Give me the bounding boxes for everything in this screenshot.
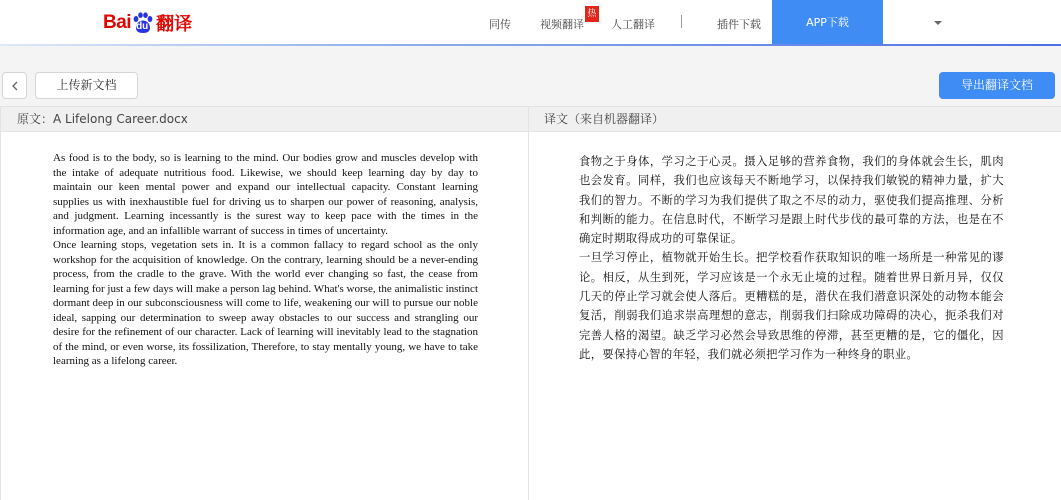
- translation-panel[interactable]: [528, 132, 1061, 500]
- translated-text: [579, 152, 1004, 364]
- upload-new-document-button[interactable]: 上传新文档: [35, 72, 138, 99]
- nav-divider: [681, 15, 682, 28]
- baidu-fanyi-logo[interactable]: [103, 7, 192, 39]
- document-toolbar: [0, 46, 1061, 106]
- source-paragraph: Once learning stops, vegetation sets in. It is a common fallacy to regard school as the only workshop for the acquisition of knowledge. On the contrary, learning should be a never-ending process, from the cradle to the grave. With the world ever changing so fast, the cease from learning for just a few days will make a person lag behind. What's worse, the animalistic instinct dormant deep in our subconsciousness will come to life, weakening our will to pursue our noble ideal, sapping our determination to sweep away obstacles to our success and strangling our desire for the refinement of our character. Lack of learning will inevitably lead to the stagnation of the mind, or even worse, its fossilization, Therefore, to stay mentally young, we have to take learning as a lifelong career.: [53, 239, 478, 367]
- target-panel-header: 译文（来自机器翻译）: [528, 106, 1061, 132]
- nav-simultaneous[interactable]: 同传: [489, 18, 511, 31]
- source-text: [53, 151, 478, 369]
- hot-badge: 热: [585, 6, 599, 22]
- top-header: [0, 0, 1061, 45]
- source-panel-header: 原文：A Lifelong Career.docx: [0, 106, 528, 132]
- user-dropdown-caret-icon[interactable]: [934, 21, 942, 25]
- translated-paragraph: 食物之于身体，学习之于心灵。摄入足够的营养食物，我们的身体就会生长，肌肉也会发育。同样，我们也应该每天不断地学习，以保持我们敏锐的精神力量，扩大我们的智力。不断的学习为我们提供了取之不尽的动力，驱使我们提高推理、分析和判断的能力。在信息时代，不断学习是跟上时代步伐的最可靠的方法，也是在不确定时期取得成功的可靠保证。: [579, 155, 1004, 246]
- back-button[interactable]: [2, 72, 27, 99]
- nav-human-translation[interactable]: 人工翻译: [611, 18, 655, 31]
- app-download-button[interactable]: APP下载: [772, 0, 883, 45]
- logo-text-bai: Bai: [103, 12, 132, 33]
- translated-paragraph: 一旦学习停止，植物就开始生长。把学校看作获取知识的唯一场所是一种常见的谬论。相反，从生到死，学习应该是一个永无止境的过程。随着世界日新月异，仅仅几天的停止学习就会使人落后。更糟糕的是，潜伏在我们潜意识深处的动物本能会复活，削弱我们追求崇高理想的意志，削弱我们扫除成功障碍的决心，扼杀我们对完善人格的渴望。缺乏学习必然会导致思维的停滞，甚至更糟的是，它的僵化，因此，要保持心智的年轻，我们就必须把学习作为一种终身的职业。: [579, 251, 1004, 361]
- logo-text-du: du: [136, 21, 149, 32]
- logo-text-fanyi: 翻译: [156, 14, 193, 35]
- source-paragraph: As food is to the body, so is learning to the mind. Our bodies grow and muscles develop with the intake of adequate nutritious food. Likewise, we should keep learning day by day to maintain our keen mental power and expand our intellectual capacity. Constant learning supplies us with inexhaustible fuel for driving us to sharpen our power of reasoning, analysis, and judgment. Learning incessantly is the surest way to keep pace with the times in the information age, and an infallible warrant of success in times of uncertainty.: [53, 152, 478, 237]
- chevron-left-icon: [11, 81, 19, 91]
- source-document-panel[interactable]: [0, 132, 528, 500]
- baidu-paw-icon: [132, 12, 154, 34]
- nav-plugin-download[interactable]: 插件下载: [717, 18, 761, 31]
- nav-video-translation[interactable]: 视频翻译: [540, 18, 584, 31]
- export-translation-button[interactable]: 导出翻译文档: [939, 72, 1055, 99]
